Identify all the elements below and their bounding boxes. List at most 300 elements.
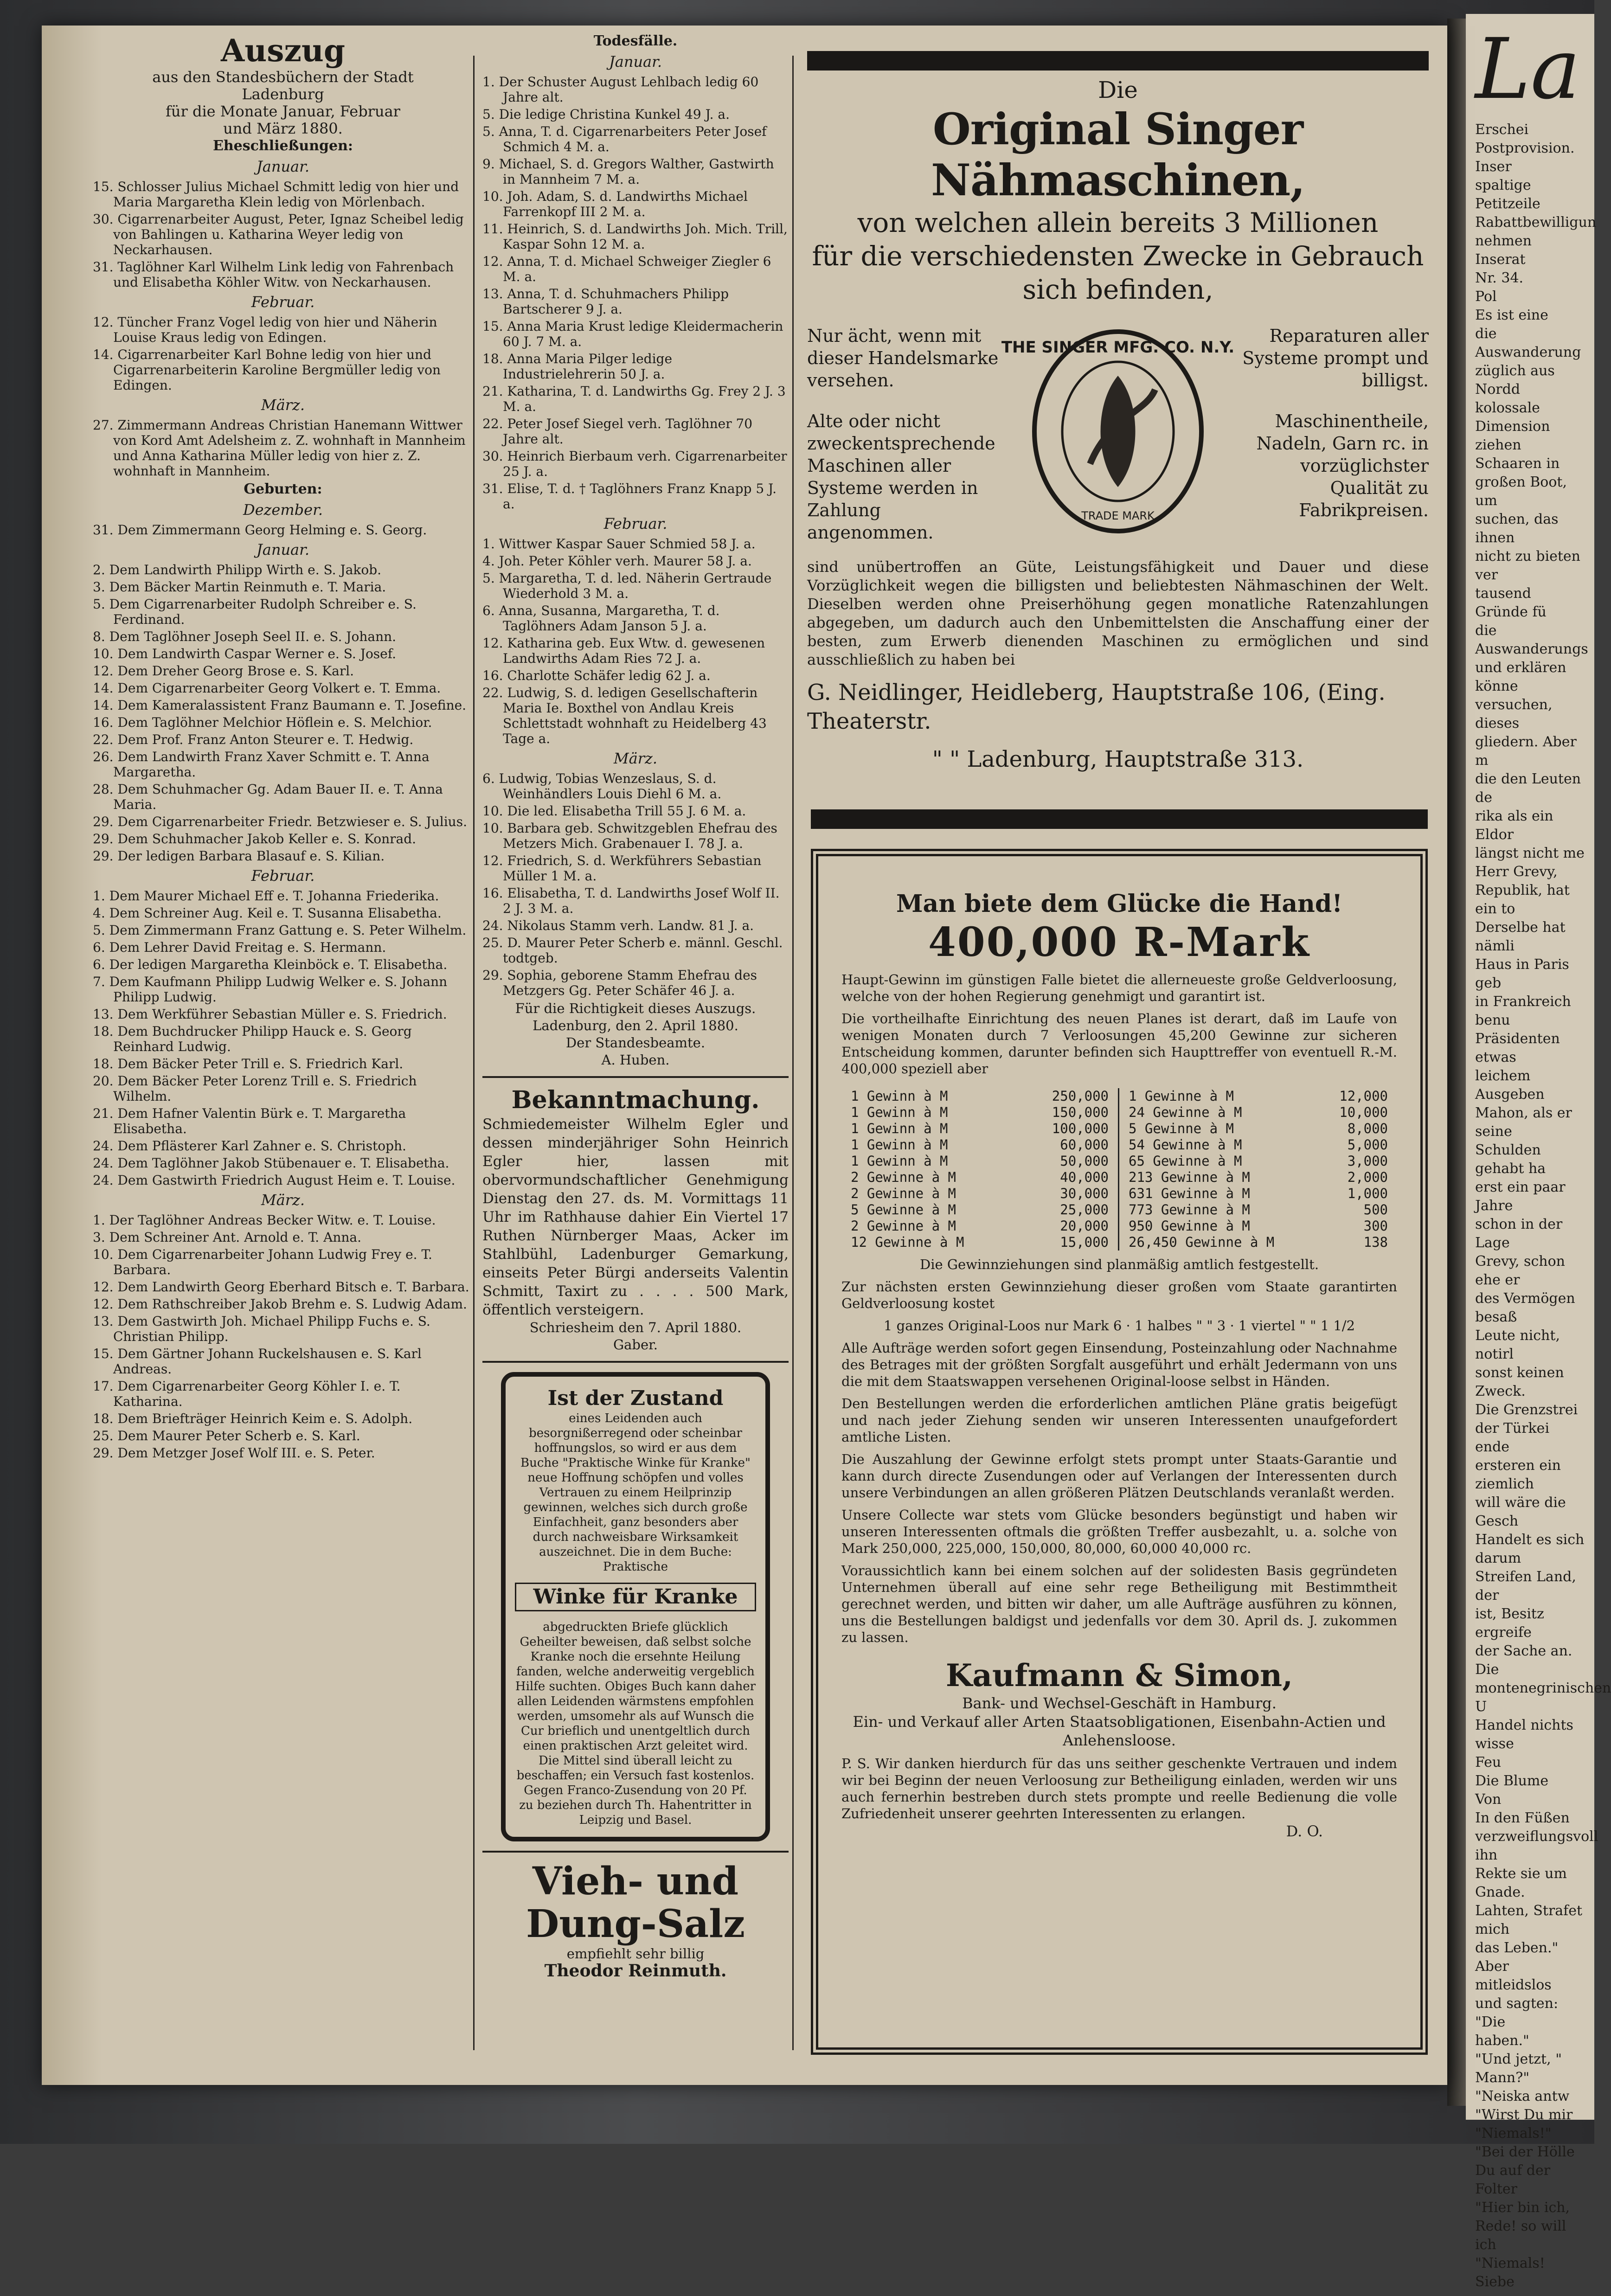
column-rule xyxy=(473,56,475,2050)
singer-right-text: Reparaturen aller Systeme prompt und billigst. xyxy=(1242,326,1429,391)
entry: 25. D. Maurer Peter Scherb e. männl. Geschl. todtgeb. xyxy=(482,935,783,966)
right-page-line: spaltige Petitzeile xyxy=(1475,177,1540,212)
entry: 1. Dem Maurer Michael Eff e. T. Johanna Friederika. xyxy=(93,888,439,904)
right-page-text xyxy=(1466,14,1611,2296)
vieh-seller: Theodor Reinmuth. xyxy=(544,1961,727,1981)
column-auszug xyxy=(93,32,473,2055)
lottery-ps-sign: D. O. xyxy=(1286,1822,1323,1840)
right-page-line: verzweiflungsvoll ihn xyxy=(1475,1828,1598,1863)
prize-label: 631 Gewinne à M xyxy=(1129,1186,1250,1201)
auszug-subtitle: für die Monate Januar, Februar xyxy=(166,103,400,120)
prize-label: 65 Gewinne à M xyxy=(1129,1153,1242,1169)
entry: 12. Friedrich, S. d. Werkführers Sebastian Müller 1 M. a. xyxy=(482,853,762,884)
entry-list xyxy=(93,522,473,538)
singer-left-text: Alte oder nicht zweckentsprechende Maschinen aller Systeme werden in Zahlung angenommen. xyxy=(807,411,995,543)
right-page-line: Herr Grevy, xyxy=(1475,864,1558,880)
right-page-line: Es ist eine xyxy=(1475,307,1548,323)
entry-list xyxy=(482,771,789,998)
entry: 5. Die ledige Christina Kunkel 49 J. a. xyxy=(482,107,730,122)
column-todes xyxy=(482,32,789,2055)
entry: 3. Dem Bäcker Martin Reinmuth e. T. Maria. xyxy=(93,579,386,595)
lottery-paragraph: Den Bestellungen werden die erforderlichen amtlichen Pläne gratis beigefügt und nach jeder Ziehung senden wir unseren Interessenten unaufgefordert amtliche Listen. xyxy=(841,1396,1397,1445)
right-page-line: suchen, das ihnen xyxy=(1475,511,1559,546)
right-page-line: ziehen Schaaren in xyxy=(1475,437,1560,472)
entry-list xyxy=(482,536,789,746)
entry-list xyxy=(93,888,473,1188)
prize-label: 2 Gewinne à M xyxy=(851,1169,956,1185)
office: Der Standesbeamte. xyxy=(565,1035,706,1051)
vieh-text: empfiehlt sehr billig xyxy=(566,1946,705,1962)
entry: 13. Dem Werkführer Sebastian Müller e. S. Friedrich. xyxy=(93,1007,447,1022)
right-masthead: La xyxy=(1475,21,1580,118)
prize-amount: 25,000 xyxy=(1060,1202,1109,1218)
bekannt-text: Schmiedemeister Wilhelm Egler und dessen minderjähriger Sohn Heinrich Egler hier, lassen mit obervormundschaftlicher Genehmigung Dienstag den 27. ds. M. Vormittags 11 Uhr im Rathhause dahier Ein Viertel 17 Ruthen Nürnberger Maas, Acker im Stahlbühl, Ladenburger Gemarkung, einseits Peter Bürgi anderseits Valentin Schmitt, Taxirt zu . . . . 500 Mark, öffentlich versteigern. xyxy=(482,1116,789,1318)
prize-label: 773 Gewinne à M xyxy=(1129,1202,1250,1218)
right-page-line: der Sache an. Die xyxy=(1475,1643,1572,1678)
prize-row xyxy=(851,1169,1109,1186)
right-page-line: schon in der Lage xyxy=(1475,1216,1563,1251)
bekannt-title: Bekanntmachung. xyxy=(511,1086,760,1114)
right-page-line: Grevy, schon ehe er xyxy=(1475,1253,1565,1288)
prize-label: 2 Gewinne à M xyxy=(851,1218,956,1234)
logo-text: THE SINGER MFG. CO. N.Y. xyxy=(1001,338,1235,357)
right-page-line: des Vermögen besaß xyxy=(1475,1290,1575,1325)
lottery-head: Man biete dem Glücke die Hand! xyxy=(896,890,1343,918)
right-page-line: Derselbe hat nämli xyxy=(1475,919,1566,954)
prize-label: 54 Gewinne à M xyxy=(1129,1137,1242,1153)
right-page-line: Pol xyxy=(1475,289,1497,305)
right-page-line: Aber mitleidslos xyxy=(1475,1958,1552,1993)
prize-label: 1 Gewinn à M xyxy=(851,1104,948,1120)
singer-dealer: " " Ladenburg, Hauptstraße 313. xyxy=(932,746,1304,772)
right-page-line: Erschei xyxy=(1475,122,1529,138)
prize-amount: 20,000 xyxy=(1060,1218,1109,1234)
right-page-line: ersteren ein ziemlich xyxy=(1475,1457,1561,1492)
entry: 6. Der ledigen Margaretha Kleinböck e. T. Elisabetha. xyxy=(93,957,448,972)
entry: 31. Dem Zimmermann Georg Helming e. S. Georg. xyxy=(93,522,427,538)
entry: 12. Dem Dreher Georg Brose e. S. Karl. xyxy=(93,663,354,679)
right-page-line: "Niemals!" xyxy=(1475,2125,1552,2142)
entry: 30. Heinrich Bierbaum verh. Cigarrenarbeiter 25 J. a. xyxy=(482,449,787,479)
lottery-paragraph: Haupt-Gewinn im günstigen Falle bietet die allerneueste große Geldverloosung, welche von der hohen Regierung genehmigt und garantirt ist. xyxy=(841,972,1397,1004)
entry: 14. Dem Cigarrenarbeiter Georg Volkert e. T. Emma. xyxy=(93,680,441,696)
entry: 22. Dem Prof. Franz Anton Steurer e. T. Hedwig. xyxy=(93,732,414,747)
right-page-line: Nr. 34. xyxy=(1475,270,1524,286)
entry-list xyxy=(93,1212,473,1461)
divider xyxy=(482,1076,789,1078)
kranke-heading: Ist der Zustand xyxy=(547,1386,724,1410)
entry: 29. Dem Metzger Josef Wolf III. e. S. Peter. xyxy=(93,1445,375,1461)
right-page-line: Streifen Land, der xyxy=(1475,1569,1576,1603)
prize-amount: 3,000 xyxy=(1347,1153,1388,1169)
right-page xyxy=(1466,14,1611,2290)
prize-label: 950 Gewinne à M xyxy=(1129,1218,1250,1234)
month-heading: März. xyxy=(613,750,658,767)
kranke-bar: Winke für Kranke xyxy=(515,1583,756,1611)
section-heading: Todesfälle. xyxy=(593,33,678,49)
prize-row xyxy=(851,1153,1109,1169)
entry: 5. Dem Cigarrenarbeiter Rudolph Schreiber e. S. Ferdinand. xyxy=(93,596,417,627)
prize-row xyxy=(1129,1153,1388,1169)
prize-label: 5 Gewinne à M xyxy=(1129,1121,1234,1136)
prize-label: 1 Gewinn à M xyxy=(851,1121,948,1136)
lottery-firm: Kaufmann & Simon, xyxy=(945,1657,1293,1693)
entry: 31. Taglöhner Karl Wilhelm Link ledig von Fahrenbach und Elisabetha Köhler Witw. von Neckarhausen. xyxy=(93,259,454,290)
right-page-line: Inser xyxy=(1475,159,1512,175)
entry: 7. Dem Kaufmann Philipp Ludwig Welker e. S. Johann Philipp Ludwig. xyxy=(93,974,448,1005)
prize-row xyxy=(851,1218,1109,1234)
entry-list xyxy=(482,74,789,512)
prize-amount: 2,000 xyxy=(1347,1169,1388,1185)
prize-amount: 60,000 xyxy=(1060,1137,1109,1153)
right-page-line: montenegrinischen U xyxy=(1475,1680,1611,1715)
entry: 24. Dem Pflästerer Karl Zahner e. S. Christoph. xyxy=(93,1138,406,1154)
entry: 10. Dem Cigarrenarbeiter Johann Ludwig Frey e. T. Barbara. xyxy=(93,1247,432,1277)
entry: 24. Nikolaus Stamm verh. Landw. 81 J. a. xyxy=(482,918,754,933)
entry: 12. Anna, T. d. Michael Schweiger Ziegler 6 M. a. xyxy=(482,254,771,284)
singer-line: von welchen allein bereits 3 Millionen xyxy=(857,207,1379,238)
right-page-line: will wäre die Gesch xyxy=(1475,1494,1566,1529)
entry: 17. Dem Cigarrenarbeiter Georg Köhler I. e. T. Katharina. xyxy=(93,1379,401,1409)
month-heading: Februar. xyxy=(603,515,668,532)
right-page-line: Leute nicht, notirl xyxy=(1475,1328,1560,1362)
right-page-line: Postprovision. xyxy=(1475,140,1575,156)
book-gutter xyxy=(1447,19,1466,2106)
prize-label: 26,450 Gewinne à M xyxy=(1129,1234,1275,1250)
entry: 18. Dem Briefträger Heinrich Keim e. S. Adolph. xyxy=(93,1411,413,1426)
prize-column xyxy=(841,1088,1119,1251)
divider xyxy=(482,1361,789,1363)
lottery-paragraph: Die vortheilhafte Einrichtung des neuen Planes ist derart, daß im Laufe von wenigen Monaten durch 7 Verloosungen 45,200 Gewinne zur sicheren Entscheidung kommen, darunter befinden sich Haupttreffer von eventuell R.-M. 400,000 speziell aber xyxy=(841,1011,1397,1077)
prize-row xyxy=(1129,1234,1388,1251)
entry: 15. Dem Gärtner Johann Ruckelshausen e. S. Karl Andreas. xyxy=(93,1346,422,1377)
prize-amount: 50,000 xyxy=(1060,1153,1109,1169)
entry-list xyxy=(93,179,473,290)
right-page-line: Haus in Paris geb xyxy=(1475,956,1569,991)
entry: 16. Charlotte Schäfer ledig 62 J. a. xyxy=(482,668,711,683)
entry-list xyxy=(93,562,473,864)
auszug-subtitle: Ladenburg xyxy=(242,85,324,103)
entry: 12. Katharina geb. Eux Wtw. d. gewesenen Landwirths Adam Ries 72 J. a. xyxy=(482,635,765,666)
entry: 15. Anna Maria Krust ledige Kleidermacherin 60 J. 7 M. a. xyxy=(482,319,783,349)
entry: 14. Dem Kameralassistent Franz Baumann e. T. Josefine. xyxy=(93,698,467,713)
right-page-line: Lahten, Strafet mich xyxy=(1475,1903,1583,1937)
entry: 21. Dem Hafner Valentin Bürk e. T. Margaretha Elisabetha. xyxy=(93,1106,406,1136)
right-page-line: "Hier bin ich, xyxy=(1475,2200,1570,2216)
month-heading: Januar. xyxy=(609,53,662,71)
kranke-ad xyxy=(501,1372,770,1841)
lottery-paragraph: Unsere Collecte war stets vom Glücke besonders begünstigt und haben wir unseren Interessenten oftmals die größten Treffer ausbezahlt, u. a. solche von Mark 250,000, 225,000, 150,000, 80,000, 60,000 40,000 rc. xyxy=(841,1507,1397,1556)
entry: 22. Ludwig, S. d. ledigen Gesellschafterin Maria Ie. Boxthel von Andlau Kreis Schlettstadt wohnhaft zu Heidelberg 43 Tage a. xyxy=(482,685,767,746)
right-page-line: gliedern. Aber m xyxy=(1475,734,1577,769)
right-page-line: haben." xyxy=(1475,2033,1529,2049)
entry: 18. Dem Bäcker Peter Trill e. S. Friedrich Karl. xyxy=(93,1056,404,1071)
right-page-line: "Bei der Hölle xyxy=(1475,2144,1575,2160)
right-page-line: die Auswanderungs xyxy=(1475,622,1588,657)
entry: 24. Dem Taglöhner Jakob Stübenauer e. T. Elisabetha. xyxy=(93,1155,449,1171)
entry: 14. Cigarrenarbeiter Karl Bohne ledig von hier und Cigarrenarbeiterin Karoline Bergmüller ledig von Edingen. xyxy=(93,347,441,393)
singer-left xyxy=(807,325,1007,544)
right-page-line: das Leben." xyxy=(1475,1940,1559,1956)
singer-row xyxy=(807,325,1429,544)
singer-die: Die xyxy=(1098,77,1138,103)
vieh-title: Vieh- und Dung-Salz xyxy=(526,1859,745,1946)
column-rule xyxy=(792,56,794,2050)
right-page-line: rika als ein Eldor xyxy=(1475,808,1553,843)
kranke-text: abgedruckten Briefe glücklich Geheilter beweisen, daß selbst solche Kranke noch die ersehnte Heilung fanden, welche anderweitig vergeblich Hilfe suchten. Obiges Buch kann daher allen Leidenden wärmstens empfohlen werden, umsomehr als auf Wunsch die Cur brieflich und unentgeltlich durch einen praktischen Arzt geleitet wird. Die Mittel sind überall leicht zu beschaffen; ein Versuch fast kostenlos. Gegen Franco-Zusendung von 20 Pf. zu beziehen durch Th. Hahentritter in Leipzig und Basel. xyxy=(515,1620,756,1827)
logo-sub: TRADE MARK xyxy=(1081,509,1155,522)
right-page-line: nicht zu bieten ver xyxy=(1475,548,1580,583)
prize-column xyxy=(1119,1088,1397,1251)
lottery-paragraph: Die Auszahlung der Gewinne erfolgt stets prompt unter Staats-Garantie und kann durch directe Zusendungen oder auf Verlangen der Interessenten durch unsere Verbindungen an allen größeren Plätzen Deutschlands veranlaßt werden. xyxy=(841,1451,1397,1501)
prize-label: 213 Gewinne à M xyxy=(1129,1169,1250,1185)
entry: 21. Katharina, T. d. Landwirths Gg. Frey 2 J. 3 M. a. xyxy=(482,384,786,414)
prize-row xyxy=(851,1202,1109,1218)
entry: 3. Dem Schreiner Ant. Arnold e. T. Anna. xyxy=(93,1230,361,1245)
right-page-line: "Wirst Du mir xyxy=(1475,2107,1573,2123)
entry: 28. Dem Schuhmacher Gg. Adam Bauer II. e. T. Anna Maria. xyxy=(93,782,443,812)
entry: 24. Dem Gastwirth Friedrich August Heim e. T. Louise. xyxy=(93,1173,456,1188)
right-page-line: "Niemals! Siebe xyxy=(1475,2255,1545,2290)
right-page-line: "Und jetzt, " xyxy=(1475,2051,1562,2067)
right-page-line: Rede! so will ich xyxy=(1475,2218,1566,2253)
right-page-line: Von xyxy=(1475,1791,1502,1808)
right-page-line: Rekte sie um Gnade. xyxy=(1475,1866,1567,1900)
entry: 1. Wittwer Kaspar Sauer Schmied 58 J. a. xyxy=(482,536,756,552)
prize-row xyxy=(1129,1088,1388,1104)
singer-left-text: Nur ächt, wenn mit dieser Handelsmarke versehen. xyxy=(807,326,999,391)
prize-amount: 100,000 xyxy=(1052,1121,1109,1136)
entry: 25. Dem Maurer Peter Scherb e. S. Karl. xyxy=(93,1428,360,1443)
month-heading: Januar. xyxy=(256,541,310,558)
right-page-line: sonst keinen Zweck. xyxy=(1475,1365,1564,1399)
section-heading: Eheschließungen: xyxy=(213,138,353,154)
prize-amount: 500 xyxy=(1363,1202,1388,1218)
right-page-line: Rabattbewilligun xyxy=(1475,214,1597,231)
right-page-line: Schulden gehabt ha xyxy=(1475,1142,1546,1177)
right-page-line: Handel nichts wisse xyxy=(1475,1717,1573,1752)
prize-label: 1 Gewinn à M xyxy=(851,1137,948,1153)
lottery-paragraph: Die Gewinnziehungen sind planmäßig amtlich festgestellt. xyxy=(919,1257,1319,1272)
entry: 29. Der ledigen Barbara Blasauf e. S. Kilian. xyxy=(93,848,385,864)
prize-row xyxy=(1129,1169,1388,1186)
entry: 16. Elisabetha, T. d. Landwirths Josef Wolf II. 2 J. 3 M. a. xyxy=(482,885,780,916)
right-page-line: großen Boot, um xyxy=(1475,474,1567,509)
prize-amount: 15,000 xyxy=(1060,1234,1109,1250)
entry: 1. Der Taglöhner Andreas Becker Witw. e. T. Louise. xyxy=(93,1212,436,1228)
lottery-ps: P. S. Wir danken hierdurch für das uns seither geschenkte Vertrauen und indem wir bei Beginn der neuen Verloosung zur Betheiligung einladen, werden wir uns auch fernerhin bestreben durch stets prompte und reelle Bedienung die volle Zufriedenheit unserer geehrten Interessenten zu erlangen. xyxy=(841,1756,1397,1821)
prize-row xyxy=(851,1137,1109,1153)
lottery-paragraph: Zur nächsten ersten Gewinnziehung dieser großen vom Staate garantirten Geldverloosung kostet xyxy=(841,1279,1397,1311)
entry: 10. Dem Landwirth Caspar Werner e. S. Josef. xyxy=(93,646,397,661)
entry: 2. Dem Landwirth Philipp Wirth e. S. Jakob. xyxy=(93,562,382,577)
prize-label: 1 Gewinn à M xyxy=(851,1153,948,1169)
auszug-title: Auszug xyxy=(221,32,345,69)
entry-list xyxy=(93,314,473,393)
entry: 31. Elise, T. d. † Taglöhners Franz Knapp 5 J. a. xyxy=(482,481,777,512)
entry: 6. Ludwig, Tobias Wenzeslaus, S. d. Weinhändlers Louis Diehl 6 M. a. xyxy=(482,771,722,802)
entry: 5. Margaretha, T. d. led. Näherin Gertraude Wiederhold 3 M. a. xyxy=(482,571,772,601)
prize-amount: 8,000 xyxy=(1347,1121,1388,1136)
prize-row xyxy=(851,1088,1109,1104)
entry: 13. Dem Gastwirth Joh. Michael Philipp Fuchs e. S. Christian Philipp. xyxy=(93,1314,430,1344)
right-page-line: die Auswanderung xyxy=(1475,326,1581,360)
prize-label: 1 Gewinne à M xyxy=(1129,1088,1234,1104)
right-page-line: Republik, hat ein to xyxy=(1475,882,1570,917)
section-heading: Geburten: xyxy=(244,481,322,497)
entry: 10. Joh. Adam, S. d. Landwirths Michael Farrenkopf III 2 M. a. xyxy=(482,189,748,219)
prize-amount: 1,000 xyxy=(1347,1186,1388,1201)
right-page-line: erst ein paar Jahre xyxy=(1475,1179,1566,1214)
prize-row xyxy=(1129,1218,1388,1234)
month-heading: März. xyxy=(261,396,305,414)
entry: 16. Dem Taglöhner Melchior Höflein e. S. Melchior. xyxy=(93,715,432,730)
right-page-line: "Neiska antw xyxy=(1475,2088,1570,2104)
entry: 5. Anna, T. d. Cigarrenarbeiters Peter Josef Schmich 4 M. a. xyxy=(482,124,767,154)
right-page-line: Präsidenten etwas xyxy=(1475,1031,1560,1065)
entry: 20. Dem Bäcker Peter Lorenz Trill e. S. Friedrich Wilhelm. xyxy=(93,1073,417,1104)
prize-amount: 10,000 xyxy=(1339,1104,1388,1120)
month-heading: Februar. xyxy=(251,867,315,885)
entry: 12. Tüncher Franz Vogel ledig von hier und Näherin Louise Kraus ledig von Edingen. xyxy=(93,314,437,345)
entry: 15. Schlosser Julius Michael Schmitt ledig von hier und Maria Margaretha Klein ledig von Mörlenbach. xyxy=(93,179,459,210)
entry: 29. Dem Cigarrenarbeiter Friedr. Betzwieser e. S. Julius. xyxy=(93,814,467,829)
prize-label: 12 Gewinne à M xyxy=(851,1234,964,1250)
place-date: Ladenburg, den 2. April 1880. xyxy=(533,1018,738,1033)
entry: 18. Anna Maria Pilger ledige Industrielehrerin 50 J. a. xyxy=(482,351,673,382)
entry: 1. Der Schuster August Lehlbach ledig 60 Jahre alt. xyxy=(482,74,759,105)
kranke-text: eines Leidenden auch besorgnißerregend oder scheinbar hoffnungslos, so wird er aus dem Buche "Praktische Winke für Kranke" neue Hoffnung schöpfen und volles Vertrauen zu einem Heilprinzip gewinnen, welches sich durch große Einfachheit, ganz besonders aber durch nachweisbare Wirksamkeit auszeichnet. Die in dem Buche: Praktische xyxy=(520,1411,751,1574)
right-page-line: Mann?" xyxy=(1475,2070,1530,2086)
entry: 4. Joh. Peter Köhler verh. Maurer 58 J. a. xyxy=(482,553,752,569)
lottery-paragraph: Voraussichtlich kann bei einem solchen auf der solidesten Basis gegründeten Unternehmen überall auf eine sehr rege Betheiligung mit Bestimmtheit gerechnet werden, und bitten wir daher, um alle Aufträge ausführen zu können, uns die Bestellungen baldigst und jedenfalls vor dem 30. April ds. J. zukommen zu lassen. xyxy=(841,1563,1397,1645)
month-heading: März. xyxy=(261,1191,305,1209)
right-page-line: und erklären könne xyxy=(1475,660,1566,694)
prize-row xyxy=(1129,1202,1388,1218)
right-page-line: Du auf der Folter xyxy=(1475,2162,1551,2197)
entry: 22. Peter Josef Siegel verh. Taglöhner 70 Jahre alt. xyxy=(482,416,753,447)
right-page-line: der Türkei ende xyxy=(1475,1420,1550,1455)
singer-dealer: G. Neidlinger, Heidleberg, Hauptstraße 106, (Eing. Theaterstr. xyxy=(807,680,1386,734)
prize-row xyxy=(1129,1104,1388,1121)
right-page-line: längst nicht me xyxy=(1475,845,1585,861)
prize-amount: 138 xyxy=(1363,1234,1388,1250)
divider xyxy=(482,1851,789,1853)
right-page-line: züglich aus Nordd xyxy=(1475,363,1555,398)
auszug-subtitle: aus den Standesbüchern der Stadt xyxy=(152,68,414,86)
auszug-subtitle: und März 1880. xyxy=(223,120,343,137)
prize-row xyxy=(1129,1121,1388,1137)
prize-amount: 12,000 xyxy=(1339,1088,1388,1104)
singer-right-text: Maschinentheile, Nadeln, Garn rc. in vorzüglichster Qualität zu Fabrikpreisen. xyxy=(1256,411,1429,520)
right-page-line: Handelt es sich darum xyxy=(1475,1532,1585,1566)
entry: 29. Dem Schuhmacher Jakob Keller e. S. Konrad. xyxy=(93,831,417,847)
entry: 6. Dem Lehrer David Freitag e. S. Hermann. xyxy=(93,940,386,955)
right-page-line: Die Grenzstrei xyxy=(1475,1402,1578,1418)
bekannt-signer: Gaber. xyxy=(613,1337,658,1353)
right-page-line: Feu xyxy=(1475,1754,1502,1770)
attest: Für die Richtigkeit dieses Auszugs. xyxy=(515,1000,756,1016)
entry: 10. Barbara geb. Schwitzgeblen Ehefrau des Metzers Mich. Grabenauer I. 78 J. a. xyxy=(482,821,777,851)
right-page-line: kolossale Dimension xyxy=(1475,400,1550,435)
prize-amount: 300 xyxy=(1363,1218,1388,1234)
singer-right xyxy=(1229,325,1429,544)
prize-amount: 30,000 xyxy=(1060,1186,1109,1201)
entry: 12. Dem Landwirth Georg Eberhard Bitsch e. T. Barbara. xyxy=(93,1279,469,1295)
entry: 29. Sophia, geborene Stamm Ehefrau des Metzgers Gg. Peter Schäfer 46 J. a. xyxy=(482,968,757,998)
right-page-line: und sagten: "Die xyxy=(1475,1995,1559,2030)
lottery-firm-sub: Ein- und Verkauf aller Arten Staatsobligationen, Eisenbahn-Actien und Anlehensloose. xyxy=(853,1713,1386,1749)
rule-bar xyxy=(811,809,1428,829)
entry: 9. Michael, S. d. Gregors Walther, Gastwirth in Mannheim 7 M. a. xyxy=(482,156,774,187)
lottery-amount: 400,000 R-Mark xyxy=(928,919,1310,966)
entry: 30. Cigarrenarbeiter August, Peter, Ignaz Scheibel ledig von Bahlingen u. Katharina Weyer ledig von Neckarhausen. xyxy=(93,212,464,257)
month-heading: Februar. xyxy=(251,293,315,311)
entry: 4. Dem Schreiner Aug. Keil e. T. Susanna Elisabetha. xyxy=(93,905,442,921)
entry: 18. Dem Buchdrucker Philipp Hauck e. S. Georg Reinhard Ludwig. xyxy=(93,1024,412,1054)
prize-amount: 250,000 xyxy=(1052,1088,1109,1104)
month-heading: Dezember. xyxy=(243,501,323,519)
entry: 5. Dem Zimmermann Franz Gattung e. S. Peter Wilhelm. xyxy=(93,923,467,938)
entry-list xyxy=(93,417,473,479)
entry: 13. Anna, T. d. Schuhmachers Philipp Bartscherer 9 J. a. xyxy=(482,286,729,317)
singer-logo xyxy=(1001,325,1235,538)
prize-label: 2 Gewinne à M xyxy=(851,1186,956,1201)
right-page-line: tausend Gründe fü xyxy=(1475,585,1547,620)
singer-title: Original Singer Nähmaschinen, xyxy=(931,104,1305,206)
prize-amount: 40,000 xyxy=(1060,1169,1109,1185)
entry: 11. Heinrich, S. d. Landwirths Joh. Mich. Trill, Kaspar Sohn 12 M. a. xyxy=(482,221,788,252)
right-page-line: die den Leuten de xyxy=(1475,771,1581,806)
prize-row xyxy=(851,1186,1109,1202)
lottery-prices: 1 ganzes Original-Loos nur Mark 6 · 1 halbes " " 3 · 1 viertel " " 1 1/2 xyxy=(883,1318,1355,1334)
prize-label: 5 Gewinne à M xyxy=(851,1202,956,1218)
right-page-line: Mahon, als er seine xyxy=(1475,1105,1572,1140)
lottery-paragraph: Alle Aufträge werden sofort gegen Einsendung, Posteinzahlung oder Nachnahme des Betrages mit der größten Sorgfalt ausgeführt und erhält Jedermann von uns die mit dem Staatswappen versehenen Original-loose selbst in Händen. xyxy=(841,1340,1397,1389)
prize-row xyxy=(851,1234,1109,1251)
right-page-line: ist, Besitz ergreife xyxy=(1475,1606,1544,1641)
prize-label: 1 Gewinn à M xyxy=(851,1088,948,1104)
lottery-ad xyxy=(811,849,1428,2055)
prize-amount: 150,000 xyxy=(1052,1104,1109,1120)
right-page-line: versuchen, dieses xyxy=(1475,697,1553,731)
rule-bar xyxy=(807,51,1429,71)
month-heading: Januar. xyxy=(256,158,310,175)
prize-table xyxy=(841,1088,1397,1251)
entry: 10. Die led. Elisabetha Trill 55 J. 6 M. a. xyxy=(482,803,746,819)
bekannt-place-date: Schriesheim den 7. April 1880. xyxy=(529,1320,742,1335)
prize-label: 24 Gewinne à M xyxy=(1129,1104,1242,1120)
prize-row xyxy=(1129,1186,1388,1202)
officer: A. Huben. xyxy=(601,1052,670,1068)
prize-row xyxy=(1129,1137,1388,1153)
right-page-line: In den Füßen xyxy=(1475,1810,1570,1826)
prize-row xyxy=(851,1104,1109,1121)
right-page-line: nehmen Inserat xyxy=(1475,233,1532,268)
lottery-firm-sub: Bank- und Wechsel-Geschäft in Hamburg. xyxy=(962,1694,1277,1712)
entry: 6. Anna, Susanna, Margaretha, T. d. Taglöhners Adam Janson 5 J. a. xyxy=(482,603,720,634)
singer-ad xyxy=(807,51,1429,793)
right-page-line: leichem Ausgeben xyxy=(1475,1068,1545,1103)
prize-amount: 5,000 xyxy=(1347,1137,1388,1153)
singer-body: sind unübertroffen an Güte, Leistungsfähigkeit und Dauer und diese Vorzüglichkeit wegen die billigsten und beliebtesten Nähmaschinen der Welt. Dieselben werden ohne Preiserhöhung gegen monatliche Ratenzahlungen abgegeben, um dadurch auch den Unbemittelsten die Anschaffung einer der besten, zum Erwerb dienenden Maschinen zu ermöglichen und sind ausschließlich zu haben bei xyxy=(807,558,1429,668)
singer-line: für die verschiedensten Zwecke in Gebrauch sich befinden, xyxy=(812,240,1424,305)
entry: 26. Dem Landwirth Franz Xaver Schmitt e. T. Anna Margaretha. xyxy=(93,749,430,780)
right-page-line: in Frankreich benu xyxy=(1475,994,1571,1028)
entry: 12. Dem Rathschreiber Jakob Brehm e. S. Ludwig Adam. xyxy=(93,1296,467,1312)
prize-row xyxy=(851,1121,1109,1137)
entry: 27. Zimmermann Andreas Christian Hanemann Wittwer von Kord Amt Adelsheim z. Z. wohnhaft in Mannheim und Anna Katharina Müller ledig von hier z. Z. wohnhaft in Mannheim. xyxy=(93,417,466,479)
